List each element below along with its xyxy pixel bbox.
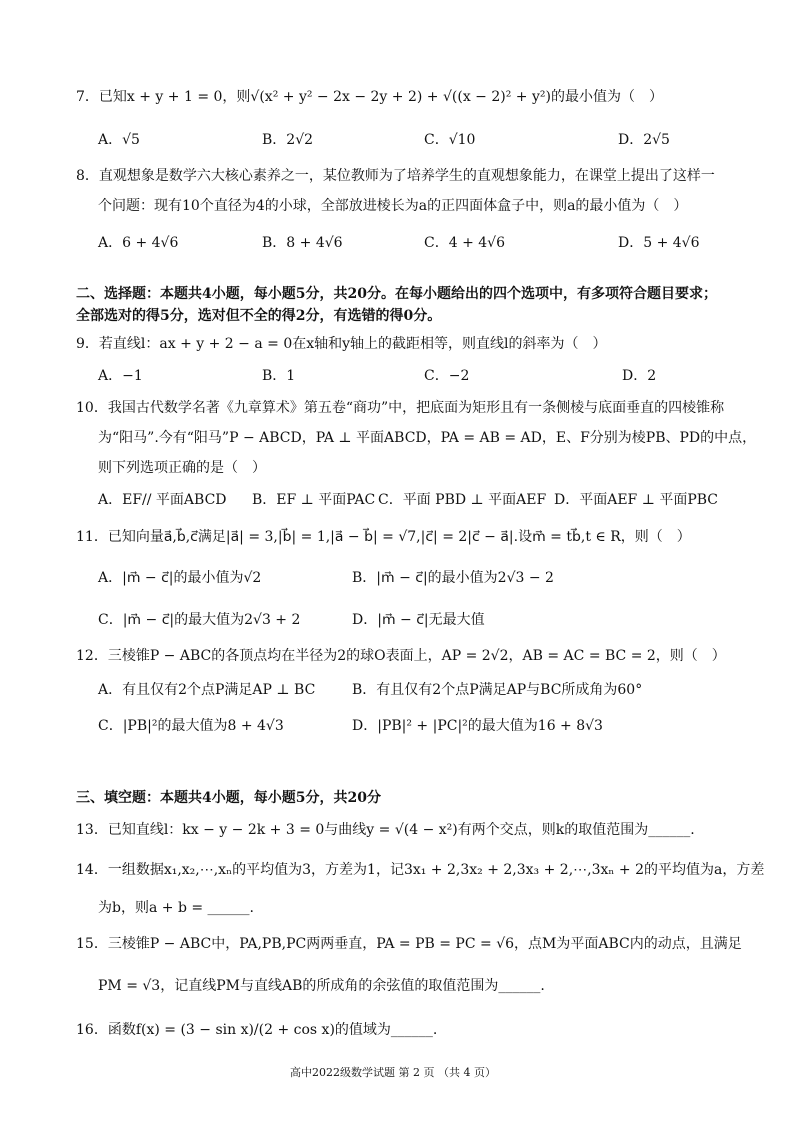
q13-stem: 13．已知直线l：kx − y − 2k + 3 = 0与曲线y = √(4 − x²)有两个交点，则k的取值范围为______. (76, 822, 695, 838)
q12-option-c: C．|PB|²的最大值为8 + 4√3 (98, 718, 284, 734)
q7-option-b: B．2√2 (262, 132, 314, 148)
q10-option-b: B．EF ⊥ 平面PAC (252, 492, 376, 508)
page-footer: 高中2022级数学试题 第 2 页 （共 4 页） (290, 1066, 496, 1079)
q7-option-d: D．2√5 (618, 132, 670, 148)
q7-option-c: C．√10 (424, 132, 476, 148)
q14-line2: 为b，则a + b = ______. (98, 900, 254, 916)
q10-option-a: A．EF// 平面ABCD (98, 492, 227, 508)
q9-stem: 9．若直线l：ax + y + 2 − a = 0在x轴和y轴上的截距相等，则直线l的斜率为（ ） (76, 336, 607, 352)
q15-line2: PM = √3，记直线PM与直线AB的所成角的余弦值的取值范围为______. (98, 978, 545, 994)
q10-option-d: D．平面AEF ⊥ 平面PBC (554, 492, 719, 508)
q11-stem: 11．已知向量a⃗,b⃗,c⃗满足|a⃗| = 3,|b⃗| = 1,|a⃗ − b⃗| = √7,|c⃗| = 2|c⃗ − a⃗|.设m⃗ = tb⃗,t ∈ R，则（ ） (76, 529, 691, 545)
q8-option-b: B．8 + 4√6 (262, 235, 343, 251)
q10-line1: 10．我国古代数学名著《九章算术》第五卷“商功”中，把底面为矩形且有一条侧棱与底面垂直的四棱锥称 (76, 400, 725, 416)
q12-option-a: A．有且仅有2个点P满足AP ⊥ BC (98, 682, 316, 698)
q12-option-d: D．|PB|² + |PC|²的最大值为16 + 8√3 (352, 718, 603, 734)
q10-line2: 为“阳马”.今有“阳马”P − ABCD，PA ⊥ 平面ABCD，PA = AB = AD，E、F分别为棱PB、PD的中点， (98, 430, 757, 446)
q8-line1: 8．直观想象是数学六大核心素养之一，某位教师为了培养学生的直观想象能力，在课堂上提出了这样一 (76, 168, 715, 184)
q11-option-c: C．|m⃗ − c⃗|的最大值为2√3 + 2 (98, 612, 301, 628)
q8-line2: 个问题：现有10个直径为4的小球，全部放进棱长为a的正四面体盒子中，则a的最小值为（ ） (98, 198, 688, 214)
q10-line3: 则下列选项正确的是（ ） (98, 460, 266, 476)
q16-stem: 16．函数f(x) = (3 − sin x)/(2 + cos x)的值域为______. (76, 1022, 438, 1038)
q15-line1: 15．三棱锥P − ABC中，PA,PB,PC两两垂直，PA = PB = PC = √6，点M为平面ABC内的动点，且满足 (76, 936, 742, 952)
section3-header: 三、填空题：本题共4小题，每小题5分，共20分 (76, 790, 381, 806)
section2-header-line2: 全部选对的得5分，选对但不全的得2分，有选错的得0分。 (76, 308, 442, 324)
q9-option-d: D．2 (622, 368, 657, 384)
q11-option-b: B．|m⃗ − c⃗|的最小值为2√3 − 2 (352, 570, 554, 586)
q9-option-b: B．1 (262, 368, 296, 384)
q11-option-a: A．|m⃗ − c⃗|的最小值为√2 (98, 570, 262, 586)
q7-stem: 7．已知x + y + 1 = 0，则√(x² + y² − 2x − 2y + 2) + √((x − 2)² + y²)的最小值为（ ） (76, 89, 663, 105)
q8-option-a: A．6 + 4√6 (98, 235, 179, 251)
q11-option-d: D．|m⃗ − c⃗|无最大值 (352, 612, 485, 628)
q8-option-c: C．4 + 4√6 (424, 235, 505, 251)
q8-option-d: D．5 + 4√6 (618, 235, 700, 251)
q10-option-c: C．平面 PBD ⊥ 平面AEF (378, 492, 547, 508)
q7-option-a: A．√5 (98, 132, 140, 148)
q9-option-a: A．−1 (98, 368, 143, 384)
section2-header: 二、选择题：本题共4小题，每小题5分，共20分。在每小题给出的四个选项中，有多项符合题目要求； (76, 286, 717, 302)
q12-option-b: B．有且仅有2个点P满足AP与BC所成角为60° (352, 682, 643, 698)
q12-stem: 12．三棱锥P − ABC的各顶点均在半径为2的球O表面上，AP = 2√2，AB = AC = BC = 2，则（ ） (76, 648, 726, 664)
q14-line1: 14．一组数据x₁,x₂,⋯,xₙ的平均值为3，方差为1，记3x₁ + 2,3x₂ + 2,3x₃ + 2,⋯,3xₙ + 2的平均值为a，方差 (76, 862, 765, 878)
q9-option-c: C．−2 (424, 368, 470, 384)
